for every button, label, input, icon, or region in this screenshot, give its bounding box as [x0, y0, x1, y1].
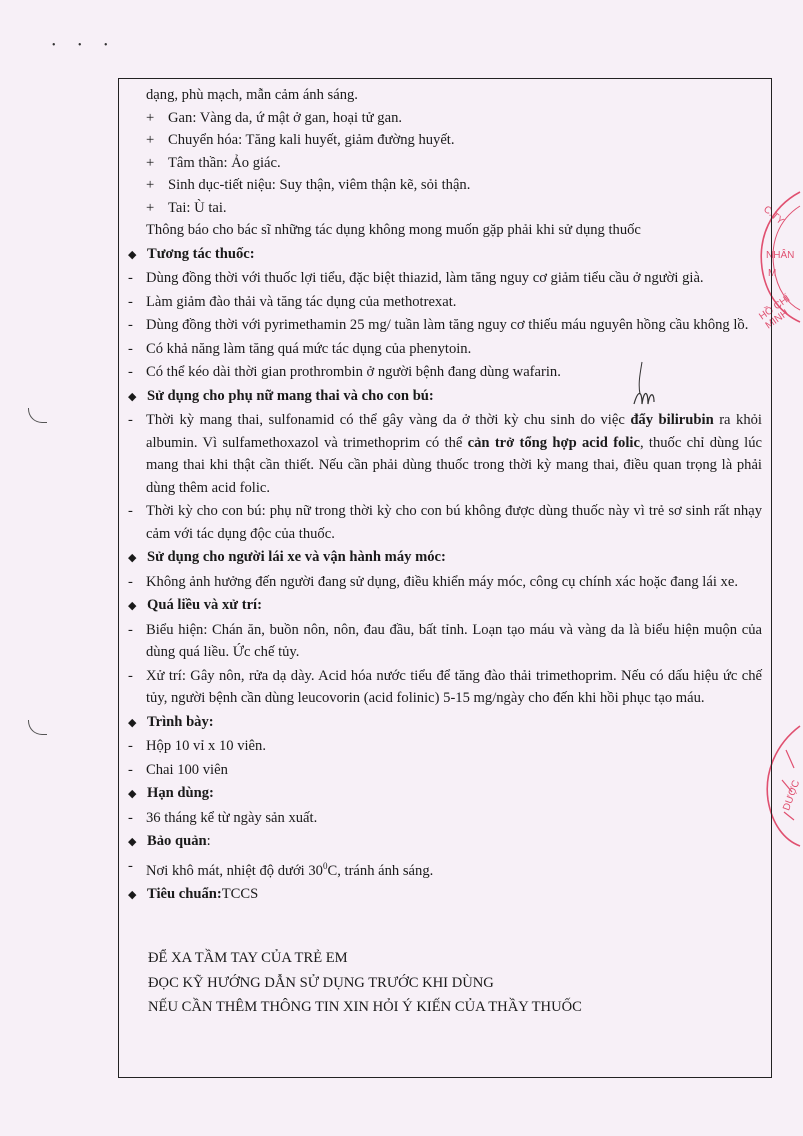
- list-item: - Nơi khô mát, nhiệt độ dưới $30^0C$, tránh ánh sáng.: [128, 857, 434, 879]
- list-item: - Chai 100 viên: [128, 761, 228, 778]
- footer-line: NẾU CẦN THÊM THÔNG TIN XIN HỎI Ý KIẾN CỦA THẦY THUỐC: [148, 999, 582, 1016]
- list-item: - Hộp 10 vỉ x 10 viên.: [128, 738, 266, 754]
- list-item: + Tai: Ù tai.: [146, 199, 227, 216]
- section-heading: ◆ Sử dụng cho người lái xe và vận hành máy móc:: [128, 549, 446, 565]
- list-item: - 36 tháng kể từ ngày sản xuất.: [128, 809, 318, 826]
- punch-hole-mark: [28, 408, 47, 423]
- document-content: [128, 84, 762, 1020]
- section-heading: ◆ Tiêu chuẩn: TCCS: [128, 885, 259, 902]
- list-item: - Có thể kéo dài thời gian prothrombin ở người bệnh đang dùng wafarin.: [128, 364, 561, 380]
- section-heading: ◆ Quá liều và xử trí:: [128, 597, 262, 613]
- list-item: - Dùng đồng thời với thuốc lợi tiểu, đặc biệt thiazid, làm tăng nguy cơ giảm tiểu cầu ở người già.: [128, 270, 704, 286]
- list-item: - Có khả năng làm tăng quá mức tác dụng của phenytoin.: [128, 340, 472, 357]
- list-item: + Gan: Vàng da, ứ mật ở gan, hoại tử gan.: [146, 109, 403, 126]
- section-heading: ◆ Sử dụng cho phụ nữ mang thai và cho con bú:: [128, 387, 434, 404]
- list-item: + Chuyển hóa: Tăng kali huyết, giảm đường huyết.: [146, 132, 455, 148]
- list-item: - Thời kỳ cho con bú: phụ nữ trong thời kỳ cho con bú không được dùng thuốc này vì trẻ sơ sinh rất nhạy cảm với tác dụng độc của thuốc.: [128, 503, 762, 542]
- section-heading: ◆ Tương tác thuốc:: [128, 245, 255, 262]
- footer-warnings: [128, 946, 762, 1020]
- list-item: + Tâm thần: Ảo giác.: [146, 154, 281, 171]
- stamp-text: HỒ CHÍ MINH: [757, 293, 793, 332]
- list-item: - Xử trí: Gây nôn, rửa dạ dày. Acid hóa nước tiểu để tăng đào thải trimethoprim. Nếu có dấu hiệu ức chế tủy, người bệnh cần dùng leucovorin (acid folinic) 5-15 mg/ngày cho đến khi hồi phục tạo máu.: [128, 667, 762, 706]
- section-heading: ◆ Bảo quản :: [128, 833, 211, 849]
- footer-line: ĐỌC KỸ HƯỚNG DẪN SỬ DỤNG TRƯỚC KHI DÙNG: [148, 974, 494, 991]
- stamp-text: DƯỢC: [781, 778, 803, 813]
- list-item: - Không ảnh hưởng đến người đang sử dụng, điều khiển máy móc, công cụ chính xác hoặc đang lái xe.: [128, 573, 738, 590]
- list-item: - Dùng đồng thời với pyrimethamin 25 mg/ tuần làm tăng nguy cơ thiếu máu nguyên hồng cầu không lồ.: [128, 317, 749, 333]
- stamp-text: C.TY: [761, 203, 786, 228]
- notice-text: Thông báo cho bác sĩ những tác dụng không mong muốn gặp phải khi sử dụng thuốc: [146, 222, 641, 238]
- footer-line: ĐỂ XA TẦM TAY CỦA TRẺ EM: [148, 950, 348, 967]
- section-heading: ◆ Trình bày:: [128, 713, 214, 730]
- stamp-text: M: [768, 268, 777, 279]
- punch-hole-mark: [28, 720, 47, 735]
- list-item: - Thời kỳ mang thai, sulfonamid có thể gây vàng da ở thời kỳ chu sinh do việc đẩy bilirubin ra khỏi albumin. Vì sulfamethoxazol và trimethoprim có thể cản trở tổng hợp acid folic, thuốc chỉ dùng lúc mang thai khi thật cần thiết. Nếu cần phải dùng thuốc trong thời kỳ mang thai, điều quan trọng là phải dùng thêm acid folic.: [128, 412, 763, 496]
- list-item: + Sinh dục-tiết niệu: Suy thận, viêm thận kẽ, sỏi thận.: [146, 177, 471, 193]
- stamp-text: NHÂN: [766, 250, 795, 261]
- text-line: dạng, phù mạch, mẫn cảm ánh sáng.: [146, 87, 358, 103]
- list-item: - Làm giảm đào thải và tăng tác dụng của methotrexat.: [128, 293, 457, 310]
- scan-dots: • • •: [52, 40, 118, 51]
- section-heading: ◆ Hạn dùng:: [128, 785, 214, 801]
- list-item: - Biểu hiện: Chán ăn, buồn nôn, nôn, đau đầu, bất tỉnh. Loạn tạo máu và vàng da là biểu hiện muộn của dùng quá liều. Ức chế tủy.: [128, 621, 762, 660]
